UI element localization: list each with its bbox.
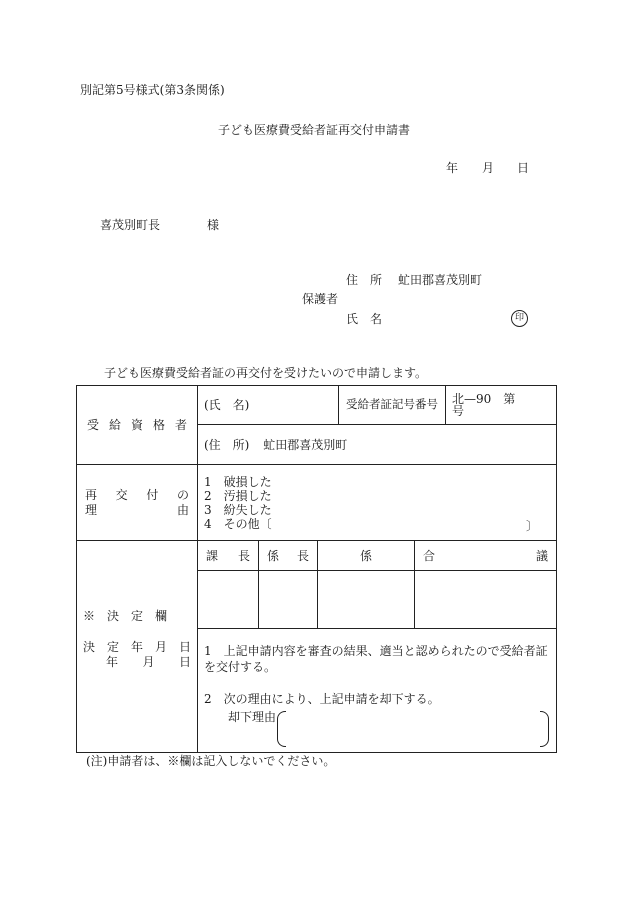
col-staff: 係 — [318, 541, 415, 571]
decision-label-cell — [77, 541, 198, 753]
form-number: 別記第5号様式(第3条関係) — [80, 83, 225, 97]
reason-close-bracket: 〕 — [526, 519, 539, 533]
cert-number-label: 受給者証記号番号 — [346, 397, 439, 412]
eligible-person-label-cell: 受 給 資 格 者 — [77, 386, 198, 465]
col-chief: 課 長 — [198, 541, 259, 571]
decision-section-label: ※ 決 定 欄 — [83, 609, 168, 623]
reason-option-1[interactable]: 1 破損した — [204, 474, 272, 489]
reason-option-4[interactable]: 4 その他〔 — [204, 516, 272, 531]
approve-text: 1 上記申請内容を審査の結果、適当と認められたので受給者証 を交付する。 — [204, 644, 548, 674]
guardian-label: 保護者 — [302, 292, 339, 306]
seal-mark — [511, 310, 528, 327]
reason-option-2[interactable]: 2 汚損した — [204, 488, 272, 503]
cert-number-value: 北—90 第 号 — [452, 392, 540, 418]
applicant-address-label: 住 所 — [346, 273, 383, 287]
reject-reason-field[interactable] — [277, 711, 549, 747]
col-consult: 合 議 — [415, 541, 557, 571]
decision-detail-cell — [198, 629, 557, 753]
reject-reason-label: 却下理由 — [228, 710, 277, 724]
applicant-address-value: 虻田郡喜茂別町 — [398, 273, 483, 287]
addressee-suffix: 様 — [207, 218, 220, 232]
name-label: (氏 名) — [204, 398, 250, 412]
stamp-consult[interactable] — [415, 571, 557, 629]
cert-number-label-cell — [339, 386, 446, 425]
addressee-name: 喜茂別町長 — [100, 218, 161, 232]
address-value: 虻田郡喜茂別町 — [263, 437, 348, 452]
col-subchief: 係 長 — [259, 541, 318, 571]
form-title: 子ども医療費受給者証再交付申請書 — [218, 123, 411, 137]
date-day: 日 — [517, 161, 530, 175]
cert-number-field[interactable] — [446, 386, 557, 425]
stamp-staff[interactable] — [318, 571, 415, 629]
seal-text: 印 — [514, 313, 524, 323]
address-label: (住 所) — [204, 437, 250, 452]
applicant-name-label: 氏 名 — [346, 312, 383, 326]
address-field[interactable] — [198, 425, 557, 465]
intro-text: 子ども医療費受給者証の再交付を受けたいので申請します。 — [104, 366, 428, 380]
application-table — [76, 385, 557, 753]
date-year: 年 — [446, 161, 459, 175]
reject-text: 2 次の理由により、上記申請を却下する。 — [204, 692, 440, 706]
reason-option-3[interactable]: 3 紛失した — [204, 502, 272, 517]
name-field[interactable] — [198, 386, 339, 425]
decision-date-label: 決 定 年 月 日 年 月 日 — [83, 640, 191, 669]
reason-label-cell: 再 交 付 の 理 由 — [77, 465, 198, 541]
date-month: 月 — [482, 161, 495, 175]
stamp-subchief[interactable] — [259, 571, 318, 629]
footnote: (注)申請者は、※欄は記入しないでください。 — [86, 754, 336, 768]
stamp-chief[interactable] — [198, 571, 259, 629]
reason-options — [198, 465, 557, 541]
